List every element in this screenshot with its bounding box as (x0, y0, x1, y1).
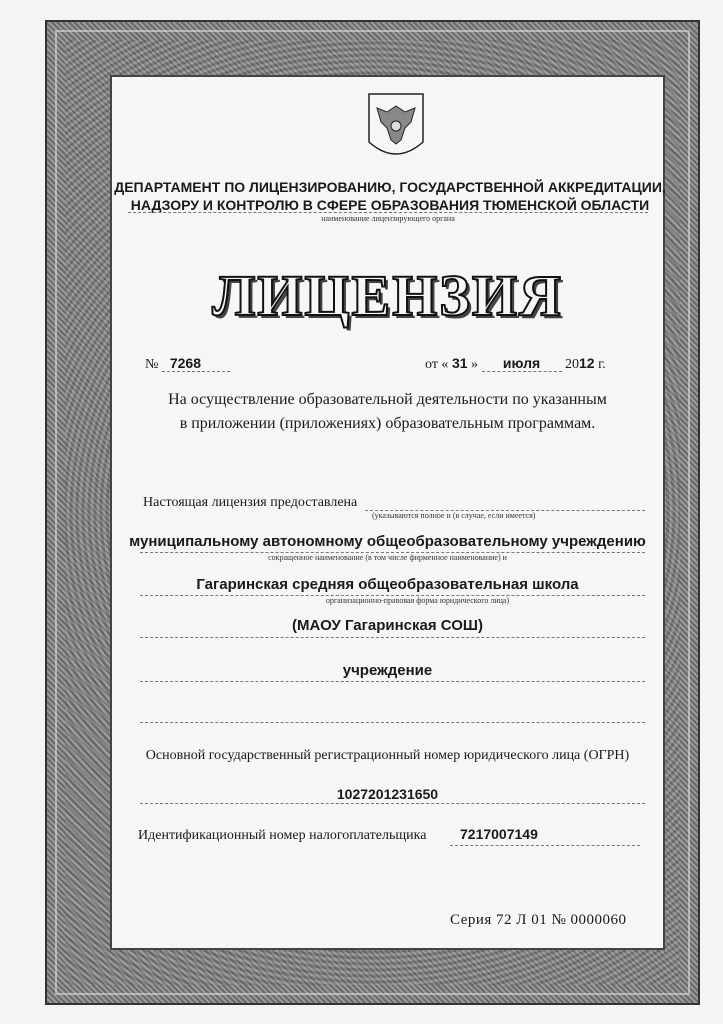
issuer-line-1: ДЕПАРТАМЕНТ ПО ЛИЦЕНЗИРОВАНИЮ, ГОСУДАРСТВЕННОЙ АККРЕДИТАЦИИ, (114, 179, 666, 195)
purpose-text (110, 388, 665, 436)
date-month: июля (482, 355, 562, 372)
date-suffix: г. (598, 357, 606, 372)
date-day: 31 (451, 355, 468, 371)
date-year: 12 (579, 355, 595, 371)
ogrn-value: 1027201231650 (336, 786, 439, 802)
purpose-line-1: На осуществление образовательной деятельности по указанным (168, 391, 607, 408)
issuer-caption: наименование лицензирующего органа (321, 214, 455, 223)
granted-label: Настоящая лицензия предоставлена (143, 495, 358, 510)
inn-label: Идентификационный номер налогоплательщика (138, 828, 427, 843)
licensee-legal-form: учреждение (342, 662, 433, 679)
inn-value: 7217007149 (460, 826, 538, 842)
granted-caption-2: сокращенное наименование (в том числе фирменное наименование) и (268, 553, 507, 562)
date-year-prefix: 20 (565, 357, 580, 372)
series-number: Серия 72 Л 01 № 0000060 (450, 912, 627, 928)
issuer-name (110, 178, 670, 214)
document-title: ЛИЦЕНЗИЯ (212, 263, 563, 328)
date-close: » (471, 357, 479, 372)
license-date (425, 355, 606, 373)
date-open: от « (425, 357, 449, 372)
number-label: № (145, 357, 159, 372)
licensee-name: Гагаринская средняя общеобразовательная школа (196, 576, 579, 593)
ogrn-label: Основной государственный регистрационный номер юридического лица (ОГРН) (145, 748, 630, 763)
granted-caption-3: организационно-правовая форма юридического лица) (325, 596, 510, 605)
licensee-short-name: (МАОУ Гагаринская СОШ) (292, 617, 483, 634)
issuer-line-2: НАДЗОРУ И КОНТРОЛЮ В СФЕРЕ ОБРАЗОВАНИЯ ТЮМЕНСКОЙ ОБЛАСТИ (130, 197, 650, 213)
coat-of-arms-emblem (367, 92, 425, 164)
number-value: 7268 (162, 355, 230, 372)
granted-caption-1: (указываются полное и (в случае, если имеется) (372, 511, 536, 520)
license-number (145, 355, 230, 373)
purpose-line-2: в приложении (приложениях) образовательным программам. (179, 415, 596, 432)
licensee-type: муниципальному автономному общеобразовательному учреждению (129, 533, 646, 550)
